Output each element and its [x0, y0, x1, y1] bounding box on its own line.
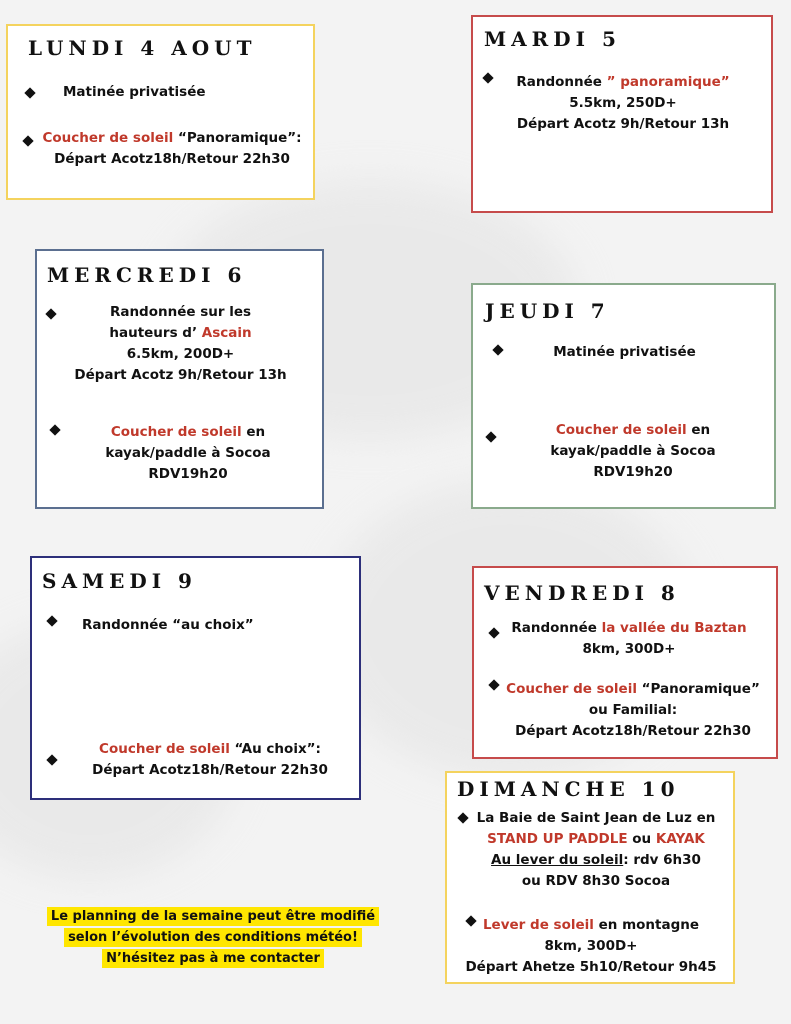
card-vendredi — [472, 566, 778, 759]
activity-text: Randonnée sur les hauteurs d’ Ascain 6.5km, 200D+ Départ Acotz 9h/Retour 13h — [74, 304, 287, 383]
activity-text: Coucher de soleil en kayak/paddle à Socoa RDV19h20 — [550, 422, 716, 480]
weather-note: Le planning de la semaine peut être modifié selon l’évolution des conditions météo! N’hésitez pas à me contacter — [37, 906, 389, 969]
activity-text: Randonnée “au choix” — [82, 617, 254, 633]
card-mardi — [471, 15, 773, 213]
activity-text: Coucher de soleil “Au choix”: Départ Acotz18h/Retour 22h30 — [92, 741, 328, 778]
activity-text: Randonnée la vallée du Baztan 8km, 300D+ — [511, 620, 747, 657]
day-title: LUNDI 4 AOUT — [28, 36, 257, 60]
day-title: MERCREDI 6 — [47, 263, 247, 287]
card-dimanche — [445, 771, 735, 984]
bullet-diamond-icon — [24, 87, 35, 98]
card-mercredi — [35, 249, 324, 509]
activity-text: Matinée privatisée — [63, 84, 206, 100]
activity-text: Matinée privatisée — [553, 344, 696, 360]
activity-text: Coucher de soleil “Panoramique”: Départ Acotz18h/Retour 22h30 — [42, 130, 302, 167]
activity-text: Coucher de soleil en kayak/paddle à Socoa RDV19h20 — [105, 424, 271, 482]
activity-text: Lever de soleil en montagne 8km, 300D+ Départ Ahetze 5h10/Retour 9h45 — [465, 917, 717, 975]
bullet-diamond-icon — [46, 615, 57, 626]
bullet-diamond-icon — [46, 754, 57, 765]
day-title: VENDREDI 8 — [484, 581, 680, 605]
card-jeudi — [471, 283, 776, 509]
activity-text: La Baie de Saint Jean de Luz en STAND UP PADDLE ou KAYAK Au lever du soleil: rdv 6h30 ou RDV 8h30 Socoa — [476, 810, 716, 889]
activity-text: Coucher de soleil “Panoramique” ou Familial: Départ Acotz18h/Retour 22h30 — [506, 681, 760, 739]
card-samedi — [30, 556, 361, 800]
activity-text: Randonnée ” panoramique” 5.5km, 250D+ Départ Acotz 9h/Retour 13h — [516, 74, 730, 132]
day-title: MARDI 5 — [484, 27, 621, 51]
day-title: JEUDI 7 — [485, 299, 610, 323]
day-title: SAMEDI 9 — [42, 569, 197, 593]
day-title: DIMANCHE 10 — [457, 777, 680, 801]
card-lundi — [6, 24, 315, 200]
